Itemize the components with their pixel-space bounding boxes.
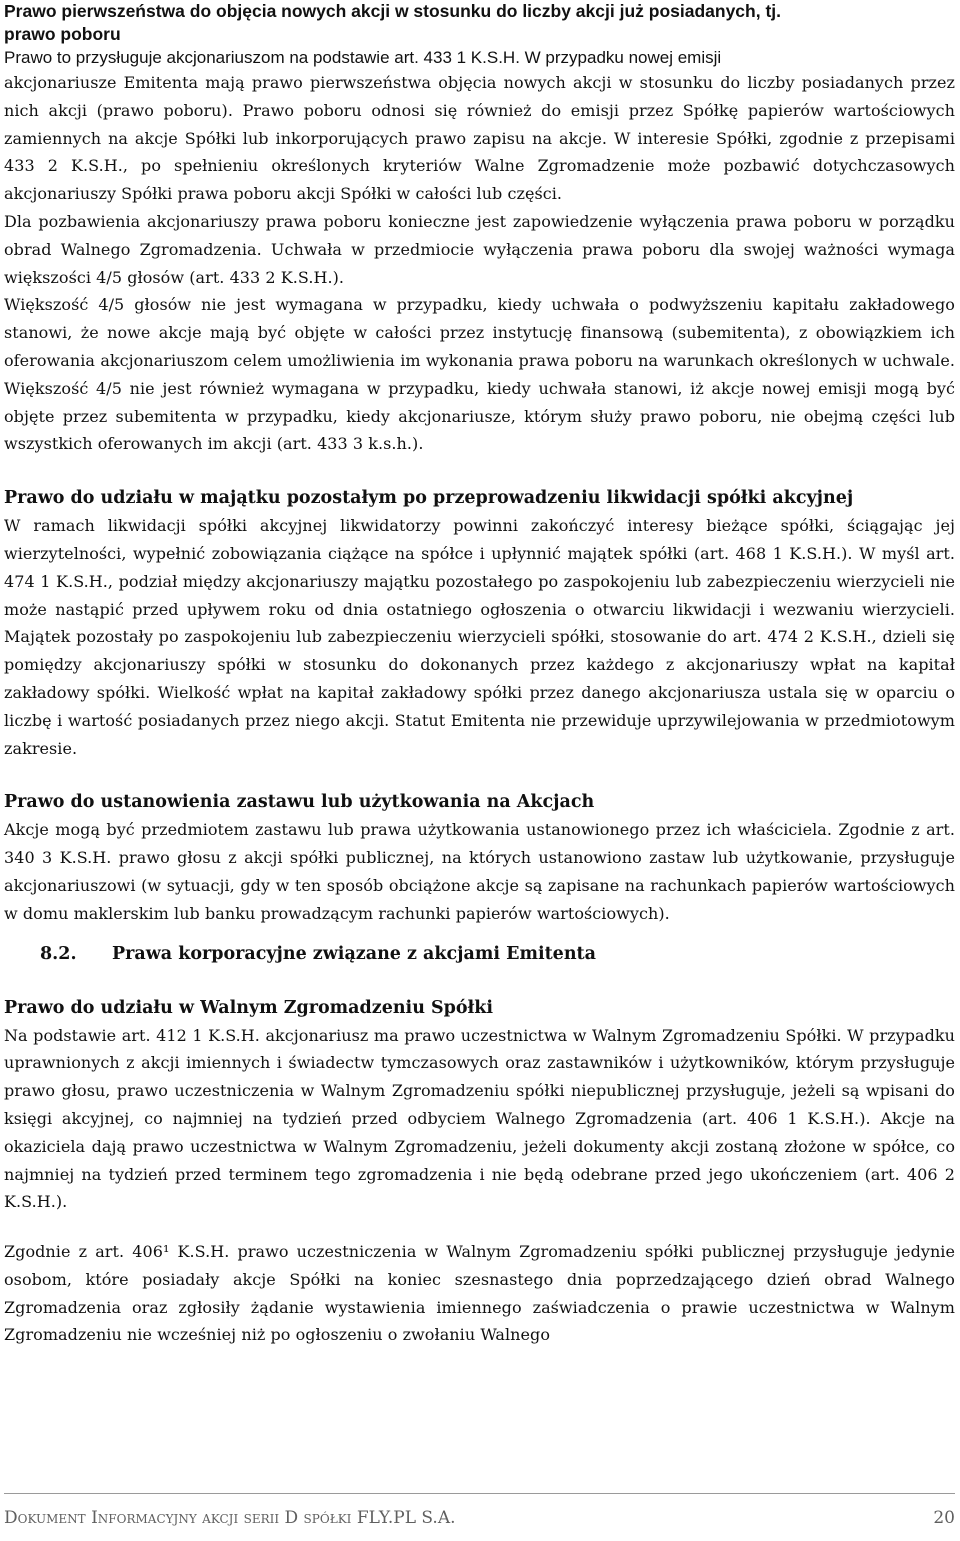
paragraph: W ramach likwidacji spółki akcyjnej likwidatorzy powinni zakończyć interesy bieżące spółki, ściągając jej wierzytelności, wypełnić zobowiązania ciążące na spółce i upłynnić majątek spółki (art. 468 1 K.S.H.). W myśl art. 474 1 K.S.H., podział między akcjonariuszy majątku pozostałego po zaspokojeniu lub zabezpieczeniu wierzycieli nie może nastąpić przed upływem roku od dnia ostatniego ogłoszenia o otwarciu likwidacji i wezwaniu wierzycieli. Majątek pozostały po zaspokojeniu lub zabezpieczeniu wierzycieli spółki, stosowanie do art. 474 2 K.S.H., dzieli się pomiędzy akcjonariuszy spółki w stosunku do dokonanych przez każdego z akcjonariuszy wpłat na kapitał zakładowy spółki. Wielkość wpłat na kapitał zakładowy spółki przez danego akcjonariusza ustala się w oparciu o liczbę i wartość posiadanych przez niego akcji. Statut Emitenta nie przewiduje uprzywilejowania w przedmiotowym zakresie.: [4, 516, 955, 758]
spacer: [4, 458, 955, 484]
section-number: 8.2.: [40, 943, 77, 964]
paragraph: Większość 4/5 głosów nie jest wymagana w przypadku, kiedy uchwała o podwyższeniu kapitału zakładowego stanowi, że nowe akcje mają być objęte w całości przez instytucję finansową (subemitenta), z obowiązkiem ich oferowania akcjonariuszom celem umożliwienia im wykonania prawa poboru na warunkach określonych w uchwale. Większość 4/5 nie jest również wymagana w przypadku, kiedy uchwała stanowi, iż akcje nowej emisji mogą być objęte przez subemitenta w przypadku, kiedy akcjonariusze, którym służy prawo poboru, nie obejmą części lub wszystkich oferowanych im akcji (art. 433 3 k.s.h.).: [4, 295, 955, 454]
heading-prawo-poboru-cont: prawo poboru: [4, 24, 121, 44]
footer-document-title: Dokument Informacyjny akcji serii D spółki FLY.PL S.A.: [4, 1508, 456, 1528]
heading-likwidacja: Prawo do udziału w majątku pozostałym po przeprowadzeniu likwidacji spółki akcyjnej: [4, 488, 854, 509]
paragraph: Na podstawie art. 412 1 K.S.H. akcjonariusz ma prawo uczestnictwa w Walnym Zgromadzeniu Spółki. W przypadku uprawnionych z akcji imiennych i świadectw tymczasowych oraz zastawników i użytkowników, którym przysługuje prawo głosu, prawo uczestniczenia w Walnym Zgromadzeniu spółki niepublicznej przysługuje, jeżeli są wpisani do księgi akcyjnej, co najmniej na tydzień przed odbyciem Walnego Zgromadzenia (art. 406 1 K.S.H.). Akcje na okaziciela dają prawo uczestnictwa w Walnym Zgromadzeniu, jeżeli dokumenty akcji zostaną złożone w spółce, co najmniej na tydzień przed terminem tego zgromadzenia i nie będą odebrane przed jego ukończeniem (art. 406 2 K.S.H.).: [4, 1025, 955, 1212]
paragraph: Dla pozbawienia akcjonariuszy prawa poboru konieczne jest zapowiedzenie wyłączenia prawa poboru w porządku obrad Walnego Zgromadzenia. Uchwała w przedmiocie wyłączenia prawa poboru dla swojej ważności wymaga większości 4/5 głosów (art. 433 2 K.S.H.).: [4, 211, 955, 287]
page-number: 20: [933, 1508, 955, 1528]
section-title: Prawa korporacyjne związane z akcjami Emitenta: [112, 943, 596, 964]
page-footer: [4, 1493, 955, 1528]
document-page: [4, 0, 955, 1349]
spacer: [4, 1216, 955, 1238]
paragraph: Akcje mogą być przedmiotem zastawu lub prawa użytkowania ustanowionego przez ich właściciela. Zgodnie z art. 340 3 K.S.H. prawo głosu z akcji spółki publicznej, na których ustanowiono zastaw lub użytkowanie, przysługuje akcjonariuszowi (w sytuacji, gdy w ten sposób obciążone akcje są zapisane na rachunkach papierów wartościowych w domu maklerskim lub banku prowadzącym rachunki papierów wartościowych).: [4, 820, 955, 923]
heading-zastaw: Prawo do ustanowienia zastawu lub użytkowania na Akcjach: [4, 792, 595, 813]
spacer: [4, 762, 955, 788]
section-heading: [4, 940, 955, 968]
paragraph: Zgodnie z art. 406¹ K.S.H. prawo uczestniczenia w Walnym Zgromadzeniu spółki publicznej przysługuje jedynie osobom, które posiadały akcje Spółki na koniec szesnastego dnia poprzedzającego dzień obrad Walnego Zgromadzenia oraz zgłosiły żądanie wystawienia imiennego zaświadczenia o prawie uczestnictwa w Walnym Zgromadzeniu nie wcześniej niż po ogłoszeniu o zwołaniu Walnego: [4, 1242, 955, 1345]
intro-line: Prawo to przysługuje akcjonariuszom na podstawie art. 433 1 K.S.H. W przypadku nowej emisji: [4, 48, 722, 67]
heading-prawo-poboru: Prawo pierwszeństwa do objęcia nowych akcji w stosunku do liczby akcji już posiadanych, tj.: [4, 1, 782, 21]
paragraph: akcjonariusze Emitenta mają prawo pierwszeństwa objęcia nowych akcji w stosunku do liczby posiadanych przez nich akcji (prawo poboru). Prawo poboru odnosi się również do emisji przez Spółkę papierów wartościowych zamiennych na akcje Spółki lub inkorporujących prawo zapisu na akcje. W interesie Spółki, zgodnie z przepisami 433 2 K.S.H., po spełnieniu określonych kryteriów Walne Zgromadzenie może pozbawić dotychczasowych akcjonariuszy Spółki prawa poboru akcji Spółki w całości lub części.: [4, 73, 955, 204]
heading-walne: Prawo do udziału w Walnym Zgromadzeniu Spółki: [4, 997, 494, 1018]
